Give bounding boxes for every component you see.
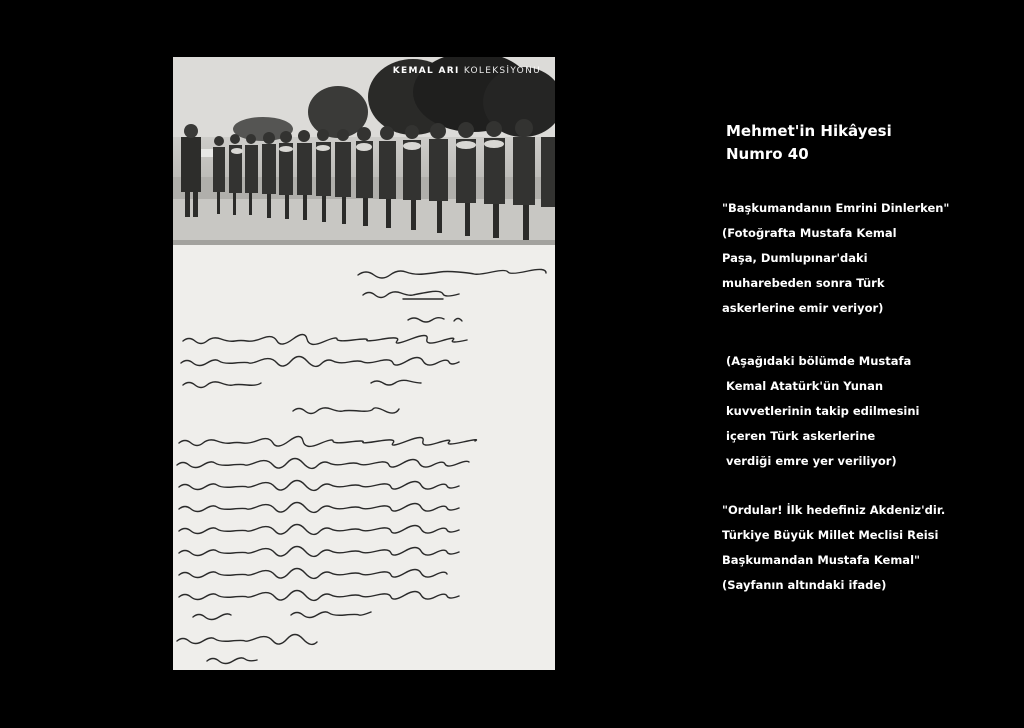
caption-order-description: (Aşağıdaki bölümde Mustafa Kemal Atatürk'ün Yunan kuvvetlerinin takip edilmesini içeren Türk askerlerine verdiği emre yer veriliyor): [726, 354, 920, 468]
story-title: Mehmet'in Hikâyesi Numro 40: [726, 122, 892, 163]
watermark-light: KOLEKSİYONU: [463, 66, 541, 76]
caption-quote: "Ordular! İlk hedefiniz Akdeniz'dir. Türkiye Büyük Millet Meclisi Reisi Başkumandan Mustafa Kemal" (Sayfanın altındaki ifade): [722, 503, 946, 592]
archival-document: [173, 57, 555, 670]
soldiers-photo-image: [173, 57, 555, 245]
watermark-bold: KEMAL ARI: [392, 66, 460, 76]
handwritten-ottoman-letter: [173, 245, 555, 670]
handwriting-image: [173, 245, 555, 670]
historical-photograph: [173, 57, 555, 245]
collection-watermark: [393, 66, 541, 76]
caption-photo-description: "Başkumandanın Emrini Dinlerken" (Fotoğrafta Mustafa Kemal Paşa, Dumlupınar'daki muharebeden sonra Türk askerlerine emir veriyor): [722, 201, 950, 315]
caption-panel: [722, 120, 1002, 598]
